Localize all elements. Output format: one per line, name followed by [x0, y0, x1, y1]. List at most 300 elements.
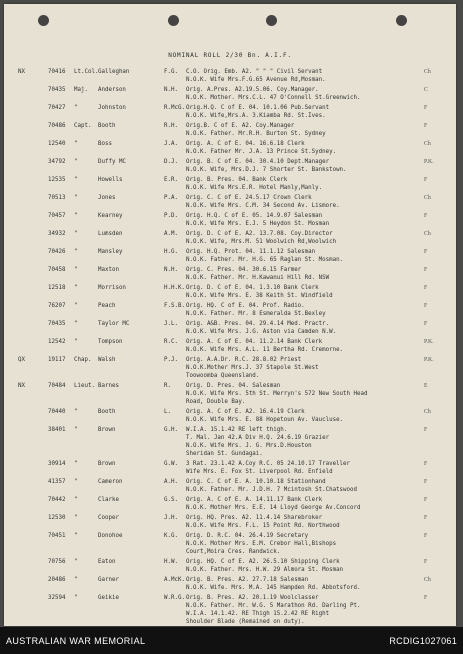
- archive-name: AUSTRALIAN WAR MEMORIAL: [6, 636, 146, 646]
- roll-entry: [4, 576, 456, 592]
- annotation-mark: P.K.: [424, 339, 434, 345]
- service-number: 70513: [48, 195, 66, 201]
- entry-line: [4, 176, 456, 184]
- details-continuation: N.O.K. Wife Mrs. A.L. 11 Bertha Rd. Cremorne.: [186, 347, 344, 353]
- surname: Kearney: [98, 213, 123, 219]
- roll-entry: [4, 426, 456, 458]
- service-details: Orig. B. C of E. 04. 30.4.10 Dept.Manager: [186, 159, 330, 165]
- roll-entry: [4, 408, 456, 424]
- initials: J.L.: [164, 321, 178, 327]
- rank: ": [74, 595, 78, 601]
- roll-entry: [4, 514, 456, 530]
- service-number: 12530: [48, 515, 66, 521]
- details-continuation: N.O.K. Wife Mrs.E.R. Hotel Manly,Manly.: [186, 185, 323, 191]
- entry-line: [4, 220, 456, 228]
- service-details: Orig. H.Q. C of E. 05. 14.9.07 Salesman: [186, 213, 323, 219]
- service-prefix: NX: [18, 383, 25, 389]
- record-id: RCDIG1027061: [389, 636, 457, 646]
- entry-line: [4, 230, 456, 238]
- service-number: 12518: [48, 285, 66, 291]
- service-details: 3 Rat. 23.1.42 A.Coy R.C. 05 24.10.17 Traveller: [186, 461, 351, 467]
- rank: ": [74, 497, 78, 503]
- initials: H.H.K.: [164, 285, 185, 291]
- entry-line: [4, 468, 456, 476]
- entry-line: [4, 532, 456, 540]
- annotation-mark: F: [424, 461, 428, 467]
- roll-entry: [4, 284, 456, 300]
- rank: ": [74, 461, 78, 467]
- service-number: 12542: [48, 339, 66, 345]
- entry-line: [4, 408, 456, 416]
- rank: ": [74, 285, 78, 291]
- service-details: W.I.A. 15.1.42 RE left thigh.: [186, 427, 288, 433]
- initials: A.H.: [164, 479, 178, 485]
- details-continuation: Court,Moira Cres. Randwick.: [186, 549, 281, 555]
- details-continuation: N.O.K. Father. Mr. W.G. 5 Marathon Rd. Darling Pt.: [186, 603, 361, 609]
- initials: A.McK.: [164, 577, 185, 583]
- surname: Eaton: [98, 559, 116, 565]
- rank: ": [74, 533, 78, 539]
- entry-line: [4, 194, 456, 202]
- details-continuation: N.O.K. Wife. Mrs. M.A. 145 Hampden Rd. Abbotsford.: [186, 585, 361, 591]
- punch-hole: [38, 15, 49, 26]
- annotation-mark: F: [424, 285, 428, 291]
- annotation-mark: Ch: [424, 69, 431, 75]
- rank: Lieut.: [74, 383, 95, 389]
- details-continuation: N.O.K. Mother. Mrs.C.L. 47 O'Connell St.Greenwich.: [186, 95, 361, 101]
- entry-line: [4, 320, 456, 328]
- entry-line: [4, 212, 456, 220]
- annotation-mark: F: [424, 515, 428, 521]
- service-details: Orig. C. C of E. 24.5.17 Crown Clerk: [186, 195, 312, 201]
- entry-line: [4, 496, 456, 504]
- entry-line: [4, 148, 456, 156]
- entry-line: [4, 548, 456, 556]
- roll-entry: [4, 212, 456, 228]
- service-number: 34792: [48, 159, 66, 165]
- entry-line: [4, 266, 456, 274]
- entry-line: [4, 486, 456, 494]
- surname: Walsh: [98, 357, 116, 363]
- entry-line: [4, 390, 456, 398]
- initials: L.: [164, 409, 171, 415]
- entry-line: [4, 558, 456, 566]
- service-number: 32594: [48, 595, 66, 601]
- entry-line: [4, 130, 456, 138]
- annotation-mark: Ch: [424, 141, 431, 147]
- initials: R.McG.: [164, 105, 185, 111]
- details-continuation: Sheridan St. Gundagai.: [186, 451, 263, 457]
- rank: ": [74, 479, 78, 485]
- surname: Duffy MC: [98, 159, 126, 165]
- details-continuation: W.I.A. 14.1.42. RE Thigh 15.2.42 RE Right: [186, 611, 330, 617]
- details-continuation: N.O.K. Father. Mr. H.Kawanui Hill Rd. NSW: [186, 275, 330, 281]
- roll-entry: [4, 68, 456, 84]
- surname: Lumsden: [98, 231, 123, 237]
- service-details: Orig. A&B. Pres. 04. 29.4.14 Med. Practr.: [186, 321, 330, 327]
- punch-hole: [266, 15, 277, 26]
- entry-line: [4, 112, 456, 120]
- service-number: 19117: [48, 357, 66, 363]
- details-continuation: N.O.K. Wife, Mrs.M. 51 Woolwich Rd,Woolwich: [186, 239, 337, 245]
- entry-line: [4, 184, 456, 192]
- entry-line: [4, 584, 456, 592]
- surname: Boss: [98, 141, 112, 147]
- entry-line: [4, 364, 456, 372]
- service-details: Orig.B. C of E. A2. Coy.Manager: [186, 123, 295, 129]
- service-details: Orig. A.A.Dr. R.C. 28.8.02 Priest: [186, 357, 302, 363]
- initials: P.A.: [164, 195, 178, 201]
- annotation-mark: F: [424, 213, 428, 219]
- details-continuation: N.O.K. Mother Mrs. E.M. Crebor Hall,Bishops: [186, 541, 337, 547]
- initials: G.H.: [164, 427, 178, 433]
- service-number: 70435: [48, 87, 66, 93]
- entry-line: [4, 618, 456, 626]
- service-details: Orig. C. C of E. A. 10.10.18 Stationhand: [186, 479, 326, 485]
- punch-hole: [396, 15, 407, 26]
- surname: Maxton: [98, 267, 119, 273]
- entry-line: [4, 566, 456, 574]
- entry-line: [4, 522, 456, 530]
- rank: ": [74, 249, 78, 255]
- rank: ": [74, 195, 78, 201]
- entry-line: [4, 140, 456, 148]
- roll-title: NOMINAL ROLL 2/30 Bn. A.I.F.: [168, 52, 292, 59]
- archive-footer: [0, 627, 463, 654]
- service-number: 70457: [48, 213, 66, 219]
- service-details: Orig. A. C of E. 04. 16.6.18 Clerk: [186, 141, 305, 147]
- surname: Cameron: [98, 479, 123, 485]
- initials: E.R.: [164, 177, 178, 183]
- surname: Tompson: [98, 339, 123, 345]
- service-details: C.O. Orig. Emb. A2. " " " Civil Servant: [186, 69, 323, 75]
- rank: ": [74, 409, 78, 415]
- annotation-mark: F: [424, 595, 428, 601]
- details-continuation: T. Mal. Jan 42.A Div H.Q. 24.6.19 Grazier: [186, 435, 330, 441]
- details-continuation: N.O.K. Wife, Mrs.D.J. 7 Shorter St. Bankstown.: [186, 167, 347, 173]
- service-number: 70442: [48, 497, 66, 503]
- service-details: Orig. HQ. C of E. 04. Prof. Radio.: [186, 303, 305, 309]
- annotation-mark: P.K.: [424, 357, 434, 363]
- entry-line: [4, 460, 456, 468]
- service-details: Orig. B. Pres. A2. 27.7.18 Salesman: [186, 577, 309, 583]
- service-number: 34932: [48, 231, 66, 237]
- roll-entries: [4, 68, 456, 646]
- rank: ": [74, 177, 78, 183]
- annotation-mark: Ch: [424, 409, 431, 415]
- entry-line: [4, 94, 456, 102]
- roll-entry: [4, 496, 456, 512]
- service-number: 12535: [48, 177, 66, 183]
- roll-entry: [4, 122, 456, 138]
- service-details: Orig. HQ. Pres. A2. 11.4.14 Sharebroker: [186, 515, 323, 521]
- service-details: Orig. D. R.C. 04. 26.4.19 Secretary: [186, 533, 309, 539]
- initials: R.C.: [164, 339, 178, 345]
- surname: Howells: [98, 177, 123, 183]
- entry-line: [4, 166, 456, 174]
- roll-entry: [4, 176, 456, 192]
- surname: Mansley: [98, 249, 123, 255]
- service-number: 70435: [48, 321, 66, 327]
- surname: Galleghan: [98, 69, 130, 75]
- initials: A.M.: [164, 231, 178, 237]
- initials: R.H.: [164, 123, 178, 129]
- details-continuation: Toowoomba Queensland.: [186, 373, 260, 379]
- entry-line: [4, 610, 456, 618]
- entry-line: [4, 202, 456, 210]
- rank: ": [74, 231, 78, 237]
- details-continuation: N.O.K. Mother Mrs. E.E. 14 Lloyd George Av.Concord: [186, 505, 361, 511]
- roll-entry: [4, 356, 456, 380]
- rank: ": [74, 577, 78, 583]
- rank: ": [74, 267, 78, 273]
- initials: W.R.G.: [164, 595, 185, 601]
- annotation-mark: F: [424, 267, 428, 273]
- entry-line: [4, 426, 456, 434]
- entry-line: [4, 434, 456, 442]
- roll-entry: [4, 302, 456, 318]
- surname: Cooper: [98, 515, 119, 521]
- initials: R.: [164, 383, 171, 389]
- annotation-mark: F: [424, 321, 428, 327]
- surname: Morrison: [98, 285, 126, 291]
- service-prefix: QX: [18, 357, 25, 363]
- details-continuation: N.O.K.Mother Mrs.J. 37 Stapole St.West: [186, 365, 319, 371]
- entry-line: [4, 238, 456, 246]
- annotation-mark: Ch: [424, 231, 431, 237]
- details-continuation: N.O.K. Wife Mrs. J. G. Mrs.D.Houston: [186, 443, 312, 449]
- initials: N.H.: [164, 267, 178, 273]
- roll-entry: [4, 532, 456, 556]
- service-details: Orig. A.Pres. A2.19.5.06. Coy.Manager.: [186, 87, 319, 93]
- roll-entry: [4, 230, 456, 246]
- entry-line: [4, 594, 456, 602]
- service-number: 70756: [48, 559, 66, 565]
- service-number: 70427: [48, 105, 66, 111]
- entry-line: [4, 86, 456, 94]
- entry-line: [4, 274, 456, 282]
- surname: Geikie: [98, 595, 119, 601]
- details-continuation: N.O.K. Father. Mr. 8 Esmeralda St.Bexley: [186, 311, 326, 317]
- service-details: Orig. D. C of E. A2. 13.7.08. Coy.Director: [186, 231, 333, 237]
- entry-line: [4, 284, 456, 292]
- entry-line: [4, 104, 456, 112]
- service-number: 20486: [48, 577, 66, 583]
- rank: Chap.: [74, 357, 92, 363]
- details-continuation: N.O.K. Father. Mr. J.D.H. 7 Mcintosh St.Chatswood: [186, 487, 358, 493]
- initials: F.G.: [164, 69, 178, 75]
- roll-entry: [4, 382, 456, 406]
- entry-line: [4, 346, 456, 354]
- entry-line: [4, 256, 456, 264]
- surname: Johnston: [98, 105, 126, 111]
- rank: ": [74, 303, 78, 309]
- entry-line: [4, 328, 456, 336]
- details-continuation: N.O.K. Wife Mrs. J.G. Aston via Camden N.W.: [186, 329, 337, 335]
- service-number: 30914: [48, 461, 66, 467]
- service-number: 70484: [48, 383, 66, 389]
- entry-line: [4, 602, 456, 610]
- service-details: Orig. B. Pres. 04. Bank Clerk: [186, 177, 288, 183]
- roll-entry: [4, 460, 456, 476]
- details-continuation: N.O.K. Wife Mrs. E. 88 Hopetoun Av. Vaucluse.: [186, 417, 344, 423]
- entry-line: [4, 450, 456, 458]
- roll-entry: [4, 86, 456, 102]
- details-continuation: N.O.K. Father. Mr. H.G. 65 Raglan St. Mosman.: [186, 257, 344, 263]
- service-number: 70458: [48, 267, 66, 273]
- surname: Brown: [98, 427, 116, 433]
- service-details: Orig.H.Q. C of E. 04. 10.1.06 Pub.Servant: [186, 105, 330, 111]
- service-details: Orig. B. Pres. A2. 20.1.19 Woolclasser: [186, 595, 319, 601]
- entry-line: [4, 504, 456, 512]
- rank: ": [74, 213, 78, 219]
- service-number: 12540: [48, 141, 66, 147]
- details-continuation: N.O.K. Wife Mrs. E. 38 Keith St. Windfield: [186, 293, 333, 299]
- surname: Donohoe: [98, 533, 123, 539]
- roll-entry: [4, 558, 456, 574]
- document-page: [4, 4, 456, 626]
- details-continuation: N.O.K. Wife Mrs. 5th St. Merryn's 572 New South Head: [186, 391, 368, 397]
- annotation-mark: C: [424, 87, 428, 93]
- details-continuation: Shoulder Blade (Remained on duty).: [186, 619, 305, 625]
- initials: G.S.: [164, 497, 178, 503]
- rank: Maj.: [74, 87, 88, 93]
- roll-entry: [4, 104, 456, 120]
- entry-line: [4, 372, 456, 380]
- roll-entry: [4, 320, 456, 336]
- annotation-mark: F: [424, 303, 428, 309]
- annotation-mark: F: [424, 249, 428, 255]
- entry-line: [4, 442, 456, 450]
- rank: Capt.: [74, 123, 92, 129]
- annotation-mark: F: [424, 479, 428, 485]
- entry-line: [4, 158, 456, 166]
- roll-entry: [4, 194, 456, 210]
- surname: Peach: [98, 303, 116, 309]
- details-continuation: N.O.K. Wife Mrs.F.G.65 Avenue Rd,Mosman.: [186, 77, 326, 83]
- service-number: 70440: [48, 409, 66, 415]
- entry-line: [4, 338, 456, 346]
- annotation-mark: F: [424, 105, 428, 111]
- entry-line: [4, 310, 456, 318]
- surname: Anderson: [98, 87, 126, 93]
- service-number: 70486: [48, 123, 66, 129]
- annotation-mark: P.K.: [424, 159, 434, 165]
- roll-entry: [4, 248, 456, 264]
- service-number: 38401: [48, 427, 66, 433]
- rank: ": [74, 141, 78, 147]
- entry-line: [4, 478, 456, 486]
- roll-entry: [4, 594, 456, 626]
- entry-line: [4, 398, 456, 406]
- rank: ": [74, 515, 78, 521]
- details-continuation: N.O.K. Father Mr. J.A. 13 Prince St.Sydney.: [186, 149, 337, 155]
- service-details: Orig. A. C of E. A2. 16.4.19 Clerk: [186, 409, 305, 415]
- service-details: Orig. HQ. C of E. A2. 26.5.10 Shipping Clerk: [186, 559, 340, 565]
- service-details: Orig. C. Pres. 04. 30.6.15 Farmer: [186, 267, 302, 273]
- initials: N.H.: [164, 87, 178, 93]
- surname: Clarke: [98, 497, 119, 503]
- service-number: 76207: [48, 303, 66, 309]
- details-continuation: Road, Double Bay.: [186, 399, 246, 405]
- service-details: Orig. D. Pres. 04. Salesman: [186, 383, 281, 389]
- surname: Garner: [98, 577, 119, 583]
- rank: ": [74, 427, 78, 433]
- roll-entry: [4, 338, 456, 354]
- initials: P.J.: [164, 357, 178, 363]
- service-number: 70426: [48, 249, 66, 255]
- annotation-mark: F: [424, 497, 428, 503]
- service-prefix: NX: [18, 69, 25, 75]
- rank: ": [74, 321, 78, 327]
- details-continuation: N.O.K. Wife Mrs. E.J. 5 Heydon St. Mosman: [186, 221, 330, 227]
- initials: P.D.: [164, 213, 178, 219]
- annotation-mark: F: [424, 177, 428, 183]
- surname: Booth: [98, 409, 116, 415]
- annotation-mark: F: [424, 559, 428, 565]
- service-number: 70451: [48, 533, 66, 539]
- service-details: Orig. D. C of E. 04. 1.3.10 Bank Clerk: [186, 285, 319, 291]
- entry-line: [4, 302, 456, 310]
- initials: K.G.: [164, 533, 178, 539]
- surname: Jones: [98, 195, 116, 201]
- entry-line: [4, 416, 456, 424]
- surname: Barnes: [98, 383, 119, 389]
- entry-line: [4, 382, 456, 390]
- entry-line: [4, 576, 456, 584]
- entry-line: [4, 122, 456, 130]
- initials: H.G.: [164, 249, 178, 255]
- details-continuation: N.O.K. Wife Mrs. C.M. 34 Second Av. Lismore.: [186, 203, 340, 209]
- rank: ": [74, 559, 78, 565]
- roll-entry: [4, 478, 456, 494]
- entry-line: [4, 76, 456, 84]
- service-details: Orig. H.Q. Prot. 04. 11.1.12 Salesman: [186, 249, 316, 255]
- initials: D.J.: [164, 159, 178, 165]
- surname: Brown: [98, 461, 116, 467]
- rank: Lt.Col.: [74, 69, 99, 75]
- annotation-mark: F: [424, 123, 428, 129]
- details-continuation: Wife Mrs. E. Fox St. Liverpool Rd. Enfield: [186, 469, 333, 475]
- rank: ": [74, 339, 78, 345]
- service-details: Orig. A. C of E. A. 14.11.17 Bank Clerk: [186, 497, 323, 503]
- entry-line: [4, 540, 456, 548]
- punch-hole: [168, 15, 179, 26]
- service-number: 70416: [48, 69, 66, 75]
- annotation-mark: Ch: [424, 195, 431, 201]
- entry-line: [4, 292, 456, 300]
- entry-line: [4, 68, 456, 76]
- entry-line: [4, 514, 456, 522]
- initials: J.H.: [164, 515, 178, 521]
- annotation-mark: E: [424, 383, 428, 389]
- annotation-mark: Ch: [424, 577, 431, 583]
- roll-entry: [4, 140, 456, 156]
- entry-line: [4, 356, 456, 364]
- entry-line: [4, 248, 456, 256]
- details-continuation: N.O.K. Father. Mr.R.H. Burton St. Sydney: [186, 131, 326, 137]
- service-details: Orig. A. C of E. 04. 11.2.14 Bank Clerk: [186, 339, 323, 345]
- roll-entry: [4, 158, 456, 174]
- rank: ": [74, 105, 78, 111]
- initials: H.W.: [164, 559, 178, 565]
- surname: Booth: [98, 123, 116, 129]
- rank: ": [74, 159, 78, 165]
- roll-entry: [4, 266, 456, 282]
- details-continuation: N.O.K. Wife Mrs. F.L. 15 Point Rd. Northwood: [186, 523, 340, 529]
- details-continuation: N.O.K. Father. Mrs. H.W. 29 Almora St. Mosman: [186, 567, 344, 573]
- service-number: 41357: [48, 479, 66, 485]
